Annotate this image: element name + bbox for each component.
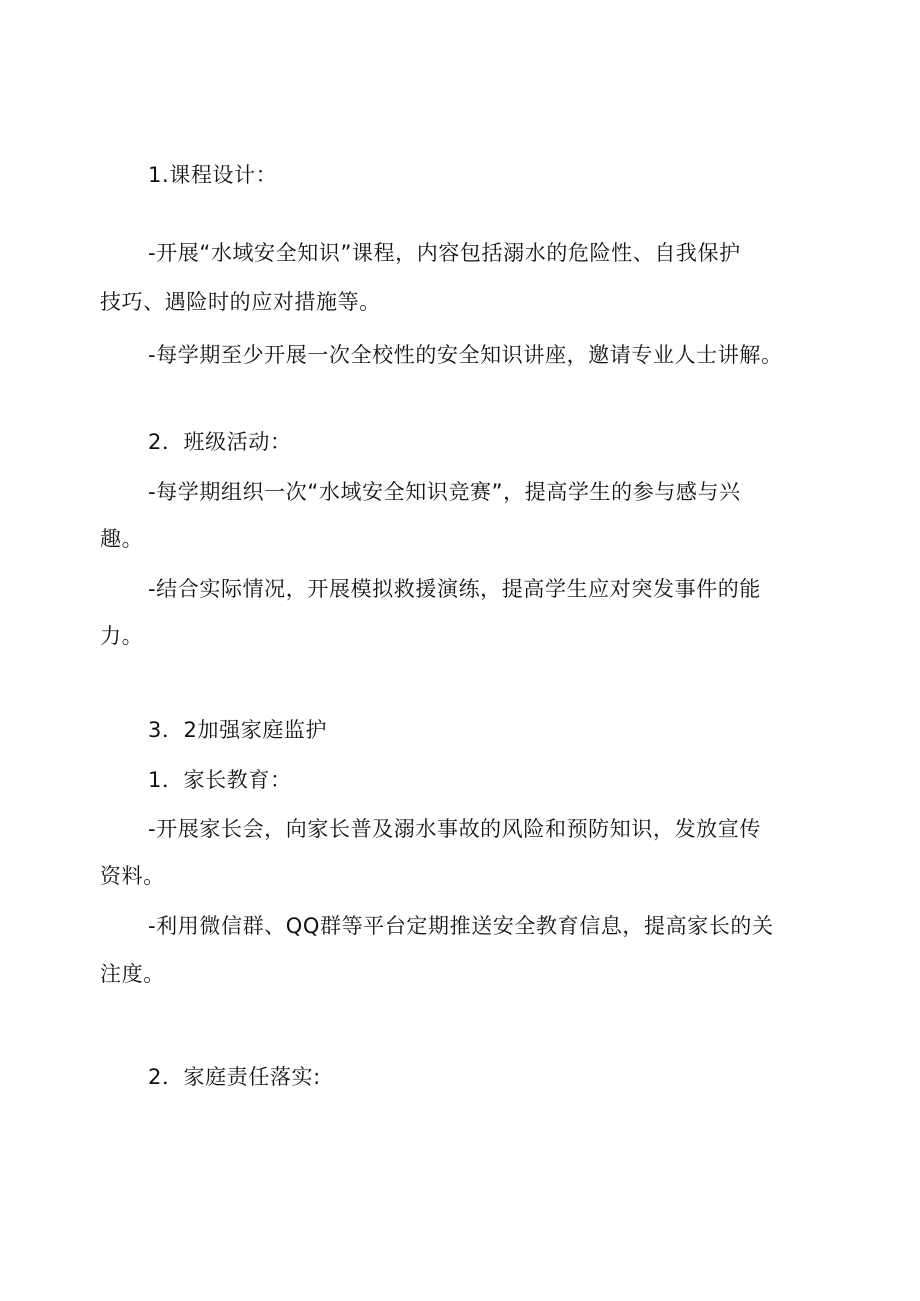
paragraph-line: -结合实际情况，开展模拟救援演练，提高学生应对突发事件的能 bbox=[148, 577, 761, 601]
paragraph-line: 趣。 bbox=[100, 527, 144, 551]
paragraph-line: -每学期至少开展一次全校性的安全知识讲座，邀请专业人士讲解。 bbox=[148, 343, 783, 367]
section-heading-family-supervision: 3．2加强家庭监护 bbox=[148, 718, 328, 742]
section-heading-class-activities: 2．班级活动： bbox=[148, 430, 292, 454]
section-heading-course-design: 1.课程设计： bbox=[148, 163, 278, 187]
paragraph-line: 注度。 bbox=[100, 962, 165, 986]
paragraph-line: -开展家长会，向家长普及溺水事故的风险和预防知识，发放宣传 bbox=[148, 817, 761, 841]
paragraph-line: -开展“水域安全知识”课程，内容包括溺水的危险性、自我保护 bbox=[148, 241, 741, 265]
subsection-heading-family-responsibility: 2．家庭责任落实: bbox=[148, 1065, 321, 1089]
paragraph-line: -每学期组织一次“水域安全知识竞赛”，提高学生的参与感与兴 bbox=[148, 480, 741, 504]
subsection-heading-parent-education: 1．家长教育： bbox=[148, 768, 292, 792]
paragraph-line: 资料。 bbox=[100, 864, 165, 888]
paragraph-line: 技巧、遇险时的应对措施等。 bbox=[100, 290, 381, 314]
paragraph-line: -利用微信群、QQ群等平台定期推送安全教育信息，提高家长的关 bbox=[148, 914, 774, 938]
paragraph-line: 力。 bbox=[100, 624, 144, 648]
